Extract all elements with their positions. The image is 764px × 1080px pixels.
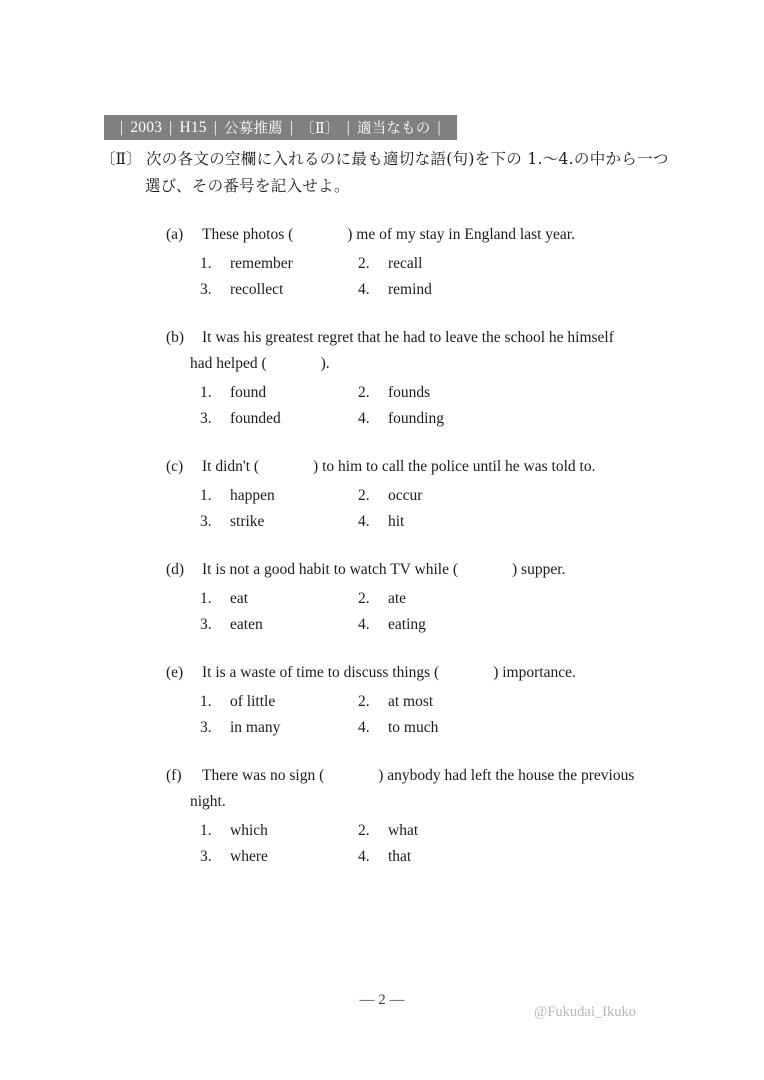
banner-era-year: H15 [179, 118, 207, 136]
question-stem [166, 454, 764, 480]
option-choice[interactable] [200, 380, 358, 406]
banner-year: 2003 [130, 118, 163, 136]
option-label: eating [388, 616, 426, 633]
option-number: 2. [358, 255, 370, 272]
page-number: — 2 — [359, 992, 405, 1008]
option-label: found [230, 384, 267, 401]
option-label: that [388, 848, 412, 865]
option-number: 3. [200, 281, 212, 298]
option-row [200, 612, 764, 638]
question-label: (e) [166, 664, 184, 681]
option-number: 2. [358, 693, 370, 710]
option-choice[interactable] [200, 612, 358, 638]
option-group [200, 818, 764, 870]
stem-after-blank: ) anybody had left the house the previous [378, 767, 635, 784]
question-stem [166, 222, 764, 248]
option-choice[interactable] [200, 689, 358, 715]
question-stem-text [202, 325, 614, 351]
option-number: 4. [358, 513, 370, 530]
banner-separator-0: | [120, 118, 124, 136]
question-label: (f) [166, 767, 182, 784]
option-number: 3. [200, 719, 212, 736]
banner-admission-type: 公募推薦 [224, 121, 283, 137]
stem-line2-after-blank: ). [320, 355, 330, 372]
option-label: hit [388, 513, 405, 530]
question-list [0, 222, 764, 892]
banner-question-type: 適当なもの [356, 121, 431, 137]
option-label: founded [230, 410, 281, 427]
option-choice[interactable] [358, 483, 558, 509]
option-label: recall [388, 255, 423, 272]
stem-before-blank: It didn't ( [202, 458, 260, 475]
option-number: 3. [200, 513, 212, 530]
option-choice[interactable] [200, 509, 358, 535]
stem-after-blank: ) to him to call the police until he was told to. [313, 458, 596, 475]
stem-before-blank: These photos ( [202, 226, 294, 243]
banner-separator-1: | [169, 118, 173, 136]
option-number: 4. [358, 410, 370, 427]
banner-separator-4: | [346, 118, 350, 136]
banner-separator-5: | [437, 118, 441, 136]
option-choice[interactable] [358, 380, 558, 406]
option-label: where [230, 848, 268, 865]
banner-separator-3: | [289, 118, 294, 136]
option-label: remind [388, 281, 432, 298]
option-row [200, 689, 764, 715]
section-instruction [100, 146, 680, 200]
option-choice[interactable] [358, 406, 558, 432]
question-stem [166, 557, 764, 583]
option-number: 4. [358, 848, 370, 865]
question-stem-text [202, 454, 595, 480]
instruction-text-line1: 次の各文の空欄に入れるのに最も適切な語(句)を下の 1.〜4.の中から一つ [146, 150, 669, 168]
option-number: 1. [200, 255, 212, 272]
option-group [200, 380, 764, 432]
option-label: which [230, 822, 268, 839]
stem-after-blank: ) me of my stay in England last year. [347, 226, 575, 243]
option-label: to much [388, 719, 439, 736]
question-item [0, 454, 764, 535]
option-number: 2. [358, 487, 370, 504]
option-row [200, 586, 764, 612]
question-label: (d) [166, 561, 185, 578]
banner-separator-2: | [213, 118, 218, 136]
stem-before-blank: There was no sign ( [202, 767, 325, 784]
option-choice[interactable] [200, 406, 358, 432]
option-choice[interactable] [358, 251, 558, 277]
option-label: eat [230, 590, 249, 607]
option-choice[interactable] [200, 277, 358, 303]
option-choice[interactable] [358, 586, 558, 612]
option-label: of little [230, 693, 276, 710]
option-label: ate [388, 590, 407, 607]
option-number: 1. [200, 384, 212, 401]
question-stem-text [202, 222, 575, 248]
option-label: remember [230, 255, 293, 272]
option-group [200, 483, 764, 535]
stem-before-blank: It is not a good habit to watch TV while ( [202, 561, 458, 578]
option-choice[interactable] [358, 844, 558, 870]
option-row [200, 406, 764, 432]
option-row [200, 483, 764, 509]
option-choice[interactable] [200, 818, 358, 844]
stem-before-blank: It is a waste of time to discuss things ( [202, 664, 440, 681]
watermark: @Fukudai_Ikuko [534, 1004, 636, 1020]
option-choice[interactable] [358, 277, 558, 303]
option-label: at most [388, 693, 434, 710]
stem-before-blank: It was his greatest regret that he had to leave the school he himself [202, 329, 614, 346]
question-stem-second-line [190, 351, 764, 377]
option-choice[interactable] [200, 251, 358, 277]
question-stem [166, 763, 764, 789]
option-label: founds [388, 384, 431, 401]
option-label: what [388, 822, 419, 839]
option-label: eaten [230, 616, 263, 633]
option-number: 2. [358, 384, 370, 401]
option-number: 3. [200, 616, 212, 633]
question-stem-second-line: night. [190, 793, 226, 810]
option-label: recollect [230, 281, 284, 298]
option-label: in many [230, 719, 281, 736]
option-number: 4. [358, 281, 370, 298]
question-item [0, 763, 764, 870]
option-label: happen [230, 487, 275, 504]
section-marker: 〔Ⅱ〕 [100, 150, 142, 168]
option-row [200, 715, 764, 741]
option-label: occur [388, 487, 423, 504]
option-row [200, 818, 764, 844]
option-number: 3. [200, 410, 212, 427]
option-choice[interactable] [358, 612, 558, 638]
option-choice[interactable] [200, 844, 358, 870]
option-number: 2. [358, 822, 370, 839]
option-choice[interactable] [358, 715, 558, 741]
option-group [200, 689, 764, 741]
question-item [0, 222, 764, 303]
option-row [200, 844, 764, 870]
option-number: 4. [358, 719, 370, 736]
option-group [200, 586, 764, 638]
option-choice[interactable] [358, 509, 558, 535]
option-row [200, 380, 764, 406]
option-row [200, 251, 764, 277]
option-label: strike [230, 513, 265, 530]
stem-line2-before-blank: had helped ( [190, 355, 267, 372]
stem-after-blank: ) supper. [512, 561, 566, 578]
question-item [0, 325, 764, 432]
question-label: (b) [166, 329, 185, 346]
option-row [200, 509, 764, 535]
option-row [200, 277, 764, 303]
option-number: 4. [358, 616, 370, 633]
option-number: 1. [200, 822, 212, 839]
banner-section-number: 〔Ⅱ〕 [300, 121, 340, 137]
option-number: 2. [358, 590, 370, 607]
option-number: 3. [200, 848, 212, 865]
option-choice[interactable] [200, 483, 358, 509]
question-stem [166, 325, 764, 351]
question-label: (a) [166, 226, 184, 243]
question-item [0, 557, 764, 638]
option-choice[interactable] [358, 689, 558, 715]
instruction-first-line [100, 146, 680, 173]
exam-metadata-banner [104, 115, 457, 140]
option-label: founding [388, 410, 444, 427]
option-number: 1. [200, 487, 212, 504]
option-choice[interactable] [358, 818, 558, 844]
instruction-text-line2: 選び、その番号を記入せよ。 [145, 177, 350, 195]
option-choice[interactable] [200, 715, 358, 741]
option-number: 1. [200, 590, 212, 607]
question-stem-text [202, 763, 634, 789]
question-stem-text [202, 557, 565, 583]
option-group [200, 251, 764, 303]
stem-after-blank: ) importance. [493, 664, 576, 681]
question-stem-text [202, 660, 576, 686]
option-number: 1. [200, 693, 212, 710]
question-item [0, 660, 764, 741]
option-choice[interactable] [200, 586, 358, 612]
question-label: (c) [166, 458, 184, 475]
question-stem [166, 660, 764, 686]
